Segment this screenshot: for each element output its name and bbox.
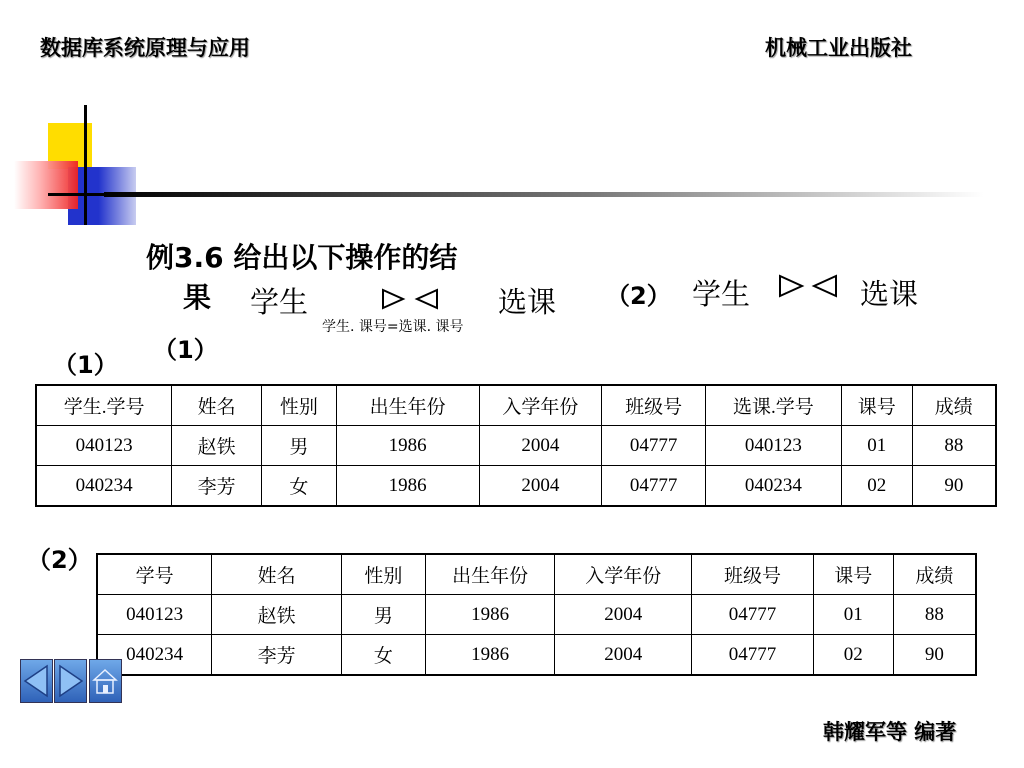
header-left-text: 数据库系统原理与应用: [40, 36, 250, 60]
table-cell: 01: [841, 426, 912, 466]
table-row: [36, 466, 996, 507]
table-cell: 04777: [602, 426, 706, 466]
op2-join-icon: [778, 274, 838, 298]
header-cell: 班级号: [602, 385, 706, 426]
table-cell: 1986: [425, 595, 555, 635]
op1-join-icon: [381, 288, 439, 310]
header-cell: 课号: [813, 554, 893, 595]
home-icon: [90, 660, 121, 702]
header-cell: 学生.学号: [36, 385, 172, 426]
next-slide-button[interactable]: [54, 659, 87, 703]
table-cell: 90: [912, 466, 996, 507]
table2-label: （2）: [27, 546, 92, 574]
table-cell: 040123: [706, 426, 842, 466]
op1-label: （1）: [153, 336, 218, 364]
table-row: [97, 595, 976, 635]
table-cell: 90: [893, 635, 976, 676]
header-cell: 学号: [97, 554, 212, 595]
header-cell: 成绩: [893, 554, 976, 595]
table-cell: 2004: [555, 595, 692, 635]
result-table-1: [35, 384, 997, 507]
header-right-text: 机械工业出版社: [765, 36, 912, 60]
op1-left-relation: 学生: [250, 285, 309, 319]
table-cell: 88: [893, 595, 976, 635]
table-row: [97, 635, 976, 676]
table-cell: 040234: [97, 635, 212, 676]
table-cell: 04777: [602, 466, 706, 507]
op1-condition: 学生. 课号=选课. 课号: [322, 319, 464, 335]
triangle-left-icon: [21, 660, 52, 702]
op2-label: （2）: [606, 282, 671, 310]
header-cell: 性别: [341, 554, 425, 595]
example-title: 例3.6 给出以下操作的结: [146, 241, 458, 274]
table-cell: 李芳: [212, 635, 342, 676]
table-cell: 04777: [692, 595, 814, 635]
header-rule: [104, 192, 984, 197]
header-cell: 入学年份: [555, 554, 692, 595]
op2-left-relation: 学生: [692, 277, 751, 311]
header-cell: 出生年份: [425, 554, 555, 595]
table-cell: 1986: [336, 466, 479, 507]
header-cell: 姓名: [212, 554, 342, 595]
header-cell: 姓名: [172, 385, 262, 426]
table-cell: 赵铁: [212, 595, 342, 635]
example-title-cont: 果: [183, 281, 212, 314]
table-cell: 040234: [706, 466, 842, 507]
table-cell: 男: [262, 426, 337, 466]
table-cell: 赵铁: [172, 426, 262, 466]
table-cell: 02: [813, 635, 893, 676]
result-table-2: [96, 553, 977, 676]
table-cell: 88: [912, 426, 996, 466]
table-cell: 040123: [97, 595, 212, 635]
table-cell: 1986: [336, 426, 479, 466]
table-cell: 2004: [479, 426, 602, 466]
table-cell: 01: [813, 595, 893, 635]
header-cell: 入学年份: [479, 385, 602, 426]
table-header-row: [36, 385, 996, 426]
op2-right-relation: 选课: [860, 277, 919, 311]
table1-label: （1）: [53, 351, 118, 379]
table-cell: 04777: [692, 635, 814, 676]
table-cell: 040234: [36, 466, 172, 507]
table-cell: 女: [262, 466, 337, 507]
op1-right-relation: 选课: [498, 285, 557, 319]
home-button[interactable]: [89, 659, 122, 703]
prev-slide-button[interactable]: [20, 659, 53, 703]
table-row: [36, 426, 996, 466]
table-cell: 李芳: [172, 466, 262, 507]
table-cell: 2004: [555, 635, 692, 676]
table-header-row: [97, 554, 976, 595]
table-cell: 女: [341, 635, 425, 676]
header-cell: 成绩: [912, 385, 996, 426]
footer-authors: 韩耀军等 编著: [823, 720, 957, 744]
header-cell: 选课.学号: [706, 385, 842, 426]
header-cell: 班级号: [692, 554, 814, 595]
header-cell: 性别: [262, 385, 337, 426]
table-cell: 02: [841, 466, 912, 507]
header-cell: 出生年份: [336, 385, 479, 426]
triangle-right-icon: [55, 660, 86, 702]
table-cell: 040123: [36, 426, 172, 466]
decorative-squares: [0, 105, 140, 230]
table-cell: 男: [341, 595, 425, 635]
table-cell: 1986: [425, 635, 555, 676]
header-cell: 课号: [841, 385, 912, 426]
table-cell: 2004: [479, 466, 602, 507]
